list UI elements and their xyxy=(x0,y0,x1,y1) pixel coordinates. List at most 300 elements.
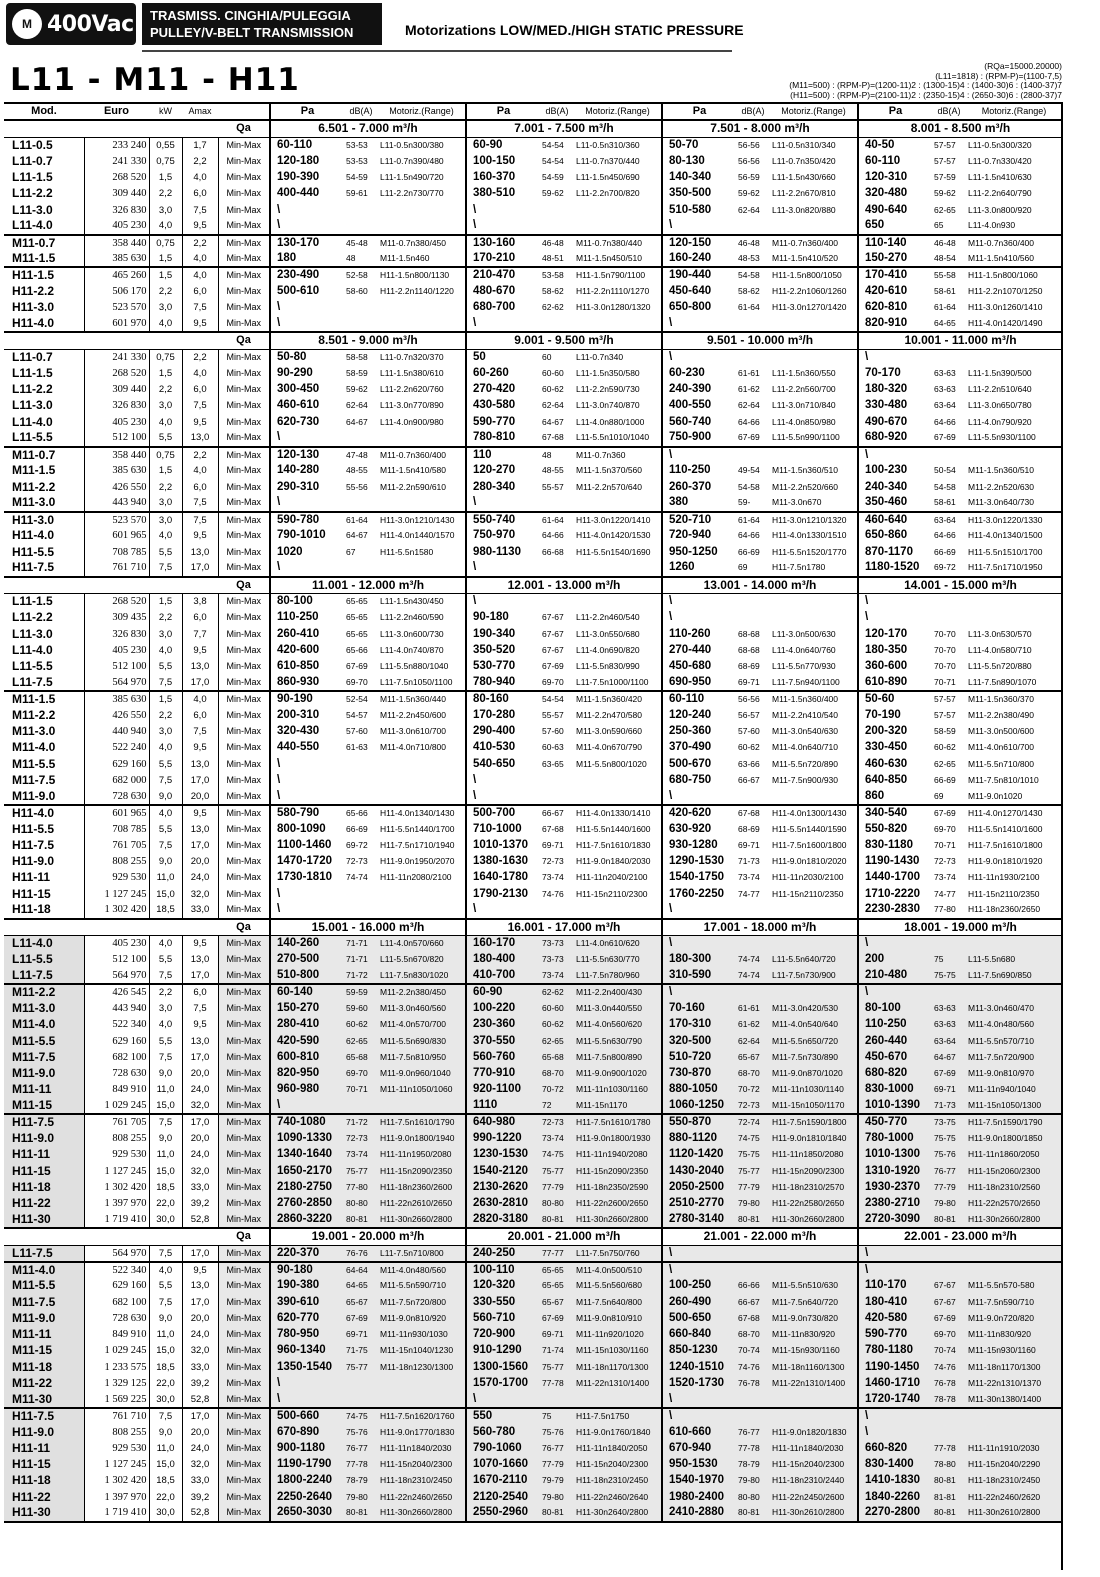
noise-level: 66-69 xyxy=(934,774,956,785)
motorization-range: L11-5.5n640/720 xyxy=(770,952,858,968)
motorization-range: M11-7.5n730/890 xyxy=(770,1049,858,1065)
pressure-range: 920-1100 xyxy=(466,1082,540,1098)
pressure-range: 100-150 xyxy=(466,153,540,169)
price-euro: 443 940 xyxy=(84,1001,149,1017)
power-kw: 5,5 xyxy=(149,756,182,772)
motorization-range: M11-0.7n380/450 xyxy=(378,235,466,251)
page-title: L11 - M11 - H11 xyxy=(10,62,300,98)
price-euro: 761 710 xyxy=(84,560,149,576)
max-current: 20,0 xyxy=(182,1310,218,1326)
pressure-range: 450-640 xyxy=(662,283,736,299)
price-euro: 1 302 420 xyxy=(84,902,149,918)
pressure-range: 1720-1740 xyxy=(858,1392,932,1408)
pressure-range: 610-890 xyxy=(858,675,932,691)
motorization-range: L11-7.5n710/800 xyxy=(378,1245,466,1262)
motorization-range: M11-4.0n480/560 xyxy=(378,1262,466,1278)
min-max-label: Min-Max xyxy=(218,659,270,675)
noise-level: 63-63 xyxy=(934,384,956,395)
noise-level: 80-81 xyxy=(540,1505,574,1521)
pressure-range: 100-110 xyxy=(466,1262,540,1278)
max-current: 13,0 xyxy=(182,430,218,446)
power-kw: 9,0 xyxy=(149,1424,182,1440)
airflow-range: 18.001 - 19.000 m³/h xyxy=(858,919,1062,936)
model-name: H11-4.0 xyxy=(4,528,84,544)
motorization-range: H11-11n1840/2030 xyxy=(378,1440,466,1456)
motorization-range: H11-5.5n1520/1770 xyxy=(772,546,847,557)
pressure-range: \ xyxy=(270,316,344,332)
pressure-range: \ xyxy=(466,1392,540,1408)
motorization-range: L11-2.2n730/770 xyxy=(380,188,444,199)
noise-level: 57-60 xyxy=(346,726,368,737)
model-name: M11-7.5 xyxy=(4,1294,84,1310)
pressure-range: 340-540 xyxy=(858,805,932,821)
min-max-label: Min-Max xyxy=(218,1033,270,1049)
blank-cell xyxy=(84,120,149,137)
table-row xyxy=(4,300,1062,316)
min-max-label: Min-Max xyxy=(218,186,270,202)
price-euro: 268 520 xyxy=(84,170,149,186)
max-current: 24,0 xyxy=(182,1440,218,1456)
pressure-range: 120-130 xyxy=(270,447,344,463)
pressure-range: 2230-2830 xyxy=(858,902,932,918)
table-row xyxy=(4,936,1062,952)
pressure-range: 120-320 xyxy=(466,1278,540,1294)
motorization-range: L11-5.5n830/990 xyxy=(576,661,640,672)
pressure-range: 640-980 xyxy=(466,1114,540,1130)
motorization-range: H11-15n2040/2300 xyxy=(574,1457,662,1473)
pressure-range: 590-770 xyxy=(858,1327,932,1343)
noise-level: 65-67 xyxy=(344,1294,378,1310)
motorization-range: L11-2.2n640/790 xyxy=(968,188,1032,199)
model-name: M11-15 xyxy=(4,1098,84,1114)
airflow-range: 9.501 - 10.000 m³/h xyxy=(662,332,858,349)
motorization-range xyxy=(574,316,662,332)
noise-level xyxy=(540,495,574,511)
pressure-range: 260-440 xyxy=(858,1033,932,1049)
power-kw: 4,0 xyxy=(149,1017,182,1033)
pressure-range: 780-940 xyxy=(466,675,540,691)
min-max-label: Min-Max xyxy=(218,1375,270,1391)
pressure-range: \ xyxy=(662,610,736,626)
noise-level: 55-57 xyxy=(542,709,564,720)
model-name: H11-9.0 xyxy=(4,854,84,870)
blank-cell xyxy=(149,1228,182,1245)
model-name: L11-4.0 xyxy=(4,642,84,658)
model-name: H11-30 xyxy=(4,1212,84,1228)
pressure-range: 850-1230 xyxy=(662,1343,736,1359)
motorization-range: M11-1.5n410/560 xyxy=(968,252,1035,263)
motorization-range: M11-22n1310/1370 xyxy=(966,1375,1062,1391)
motorization-range: H11-22n2600/2650 xyxy=(574,1196,662,1212)
table-row xyxy=(4,316,1062,332)
max-current: 9,5 xyxy=(182,1262,218,1278)
pressure-range: 90-290 xyxy=(270,365,344,381)
noise-level: 76-78 xyxy=(932,1375,966,1391)
flow-range-header-row xyxy=(4,1228,1062,1245)
motorization-range: H11-11n1850/2080 xyxy=(770,1147,858,1163)
motorization-range: M11-4.0n480/560 xyxy=(966,1017,1062,1033)
pressure-range: \ xyxy=(858,1262,932,1278)
motorization-range: H11-15n2090/2300 xyxy=(770,1163,858,1179)
price-euro: 1 302 420 xyxy=(84,1473,149,1489)
max-current: 39,2 xyxy=(182,1489,218,1505)
noise-level: 63-65 xyxy=(542,758,564,769)
pressure-range: 170-280 xyxy=(466,707,540,723)
noise-level: 66-66 xyxy=(736,1278,770,1294)
min-max-label: Min-Max xyxy=(218,479,270,495)
motorization-range: L11-4.0n930 xyxy=(968,220,1016,231)
model-name: H11-9.0 xyxy=(4,1131,84,1147)
model-name: L11-3.0 xyxy=(4,202,84,218)
noise-level xyxy=(932,610,966,626)
pressure-range: 50-70 xyxy=(662,137,736,153)
motorization-range: M11-9.0n810/910 xyxy=(574,1310,662,1326)
col-mod: Mod. xyxy=(4,103,84,120)
model-name: L11-3.0 xyxy=(4,626,84,642)
power-kw: 1,5 xyxy=(149,463,182,479)
pressure-range: 330-450 xyxy=(858,740,932,756)
motorization-range xyxy=(378,902,466,918)
pressure-range: 1710-2220 xyxy=(858,886,932,902)
min-max-label: Min-Max xyxy=(218,1473,270,1489)
motorization-range xyxy=(770,349,858,365)
power-kw: 4,0 xyxy=(149,528,182,544)
noise-level: 70-71 xyxy=(934,676,956,687)
motorization-range: L11-7.5n940/1100 xyxy=(772,676,840,687)
motorization-range: L11-3.0n600/730 xyxy=(380,628,444,639)
motorization-range: M11-4.0n670/790 xyxy=(576,742,643,753)
power-kw: 22,0 xyxy=(149,1489,182,1505)
noise-level: 73-74 xyxy=(738,872,760,883)
power-kw: 3,0 xyxy=(149,398,182,414)
max-current: 39,2 xyxy=(182,1375,218,1391)
pressure-range: 820-910 xyxy=(858,316,932,332)
pressure-range: 450-770 xyxy=(858,1114,932,1130)
min-max-label: Min-Max xyxy=(218,789,270,805)
noise-level: 52-54 xyxy=(344,691,378,707)
noise-level: 62-65 xyxy=(934,758,956,769)
motorization-range: H11-15n2110/2350 xyxy=(772,888,844,899)
pressure-range: 190-440 xyxy=(662,267,736,283)
noise-level: 53-53 xyxy=(346,139,368,150)
noise-level: 80-81 xyxy=(736,1212,770,1228)
noise-level: 79-80 xyxy=(736,1473,770,1489)
max-current: 20,0 xyxy=(182,789,218,805)
noise-level: 77-80 xyxy=(934,904,956,915)
pressure-range: 80-100 xyxy=(270,594,344,610)
model-name: L11-4.0 xyxy=(4,414,84,430)
noise-level: 67-68 xyxy=(736,1310,770,1326)
pressure-range: \ xyxy=(662,936,736,952)
min-max-label: Min-Max xyxy=(218,267,270,283)
price-euro: 512 100 xyxy=(84,952,149,968)
motorization-range: H11-18n2310/2450 xyxy=(574,1473,662,1489)
price-euro: 268 520 xyxy=(84,594,149,610)
noise-level: 63-64 xyxy=(934,400,956,411)
power-kw: 1,5 xyxy=(149,365,182,381)
pressure-range: 580-790 xyxy=(270,805,344,821)
model-name: M11-0.7 xyxy=(4,447,84,463)
pressure-range: 240-340 xyxy=(858,479,932,495)
power-kw: 15,0 xyxy=(149,1343,182,1359)
pressure-range: 70-160 xyxy=(662,1001,736,1017)
table-row xyxy=(4,560,1062,576)
pressure-range: 330-550 xyxy=(466,1294,540,1310)
col-motoriz: Motoriz.(Range) xyxy=(378,103,466,120)
table-row xyxy=(4,1147,1062,1163)
motorization-range: L11-7.5n890/1070 xyxy=(968,676,1037,687)
pressure-range: 1980-2400 xyxy=(662,1489,736,1505)
motorization-range: M11-7.5n640/720 xyxy=(770,1294,858,1310)
pressure-range: 350-500 xyxy=(662,186,736,202)
pressure-range: 300-450 xyxy=(270,382,344,398)
noise-level: 68-68 xyxy=(738,628,760,639)
noise-level: 67-69 xyxy=(540,1310,574,1326)
motorization-range: M11-3.0n590/660 xyxy=(576,726,643,737)
motorization-range: L11-7.5n1000/1100 xyxy=(576,676,649,687)
pressure-range: 690-950 xyxy=(662,675,736,691)
note-line: (RQa=15000.20000) xyxy=(984,61,1062,71)
model-name: L11-4.0 xyxy=(4,936,84,952)
pressure-range: 290-310 xyxy=(270,479,344,495)
pressure-range: \ xyxy=(270,560,344,576)
pressure-range: 510-580 xyxy=(662,202,736,218)
pressure-range: 1120-1420 xyxy=(662,1147,736,1163)
noise-level: 79-79 xyxy=(540,1473,574,1489)
table-row xyxy=(4,1098,1062,1114)
col-motoriz: Motoriz.(Range) xyxy=(574,103,662,120)
power-kw: 9,0 xyxy=(149,789,182,805)
pressure-range: 380 xyxy=(662,495,736,511)
table-row xyxy=(4,349,1062,365)
price-euro: 309 440 xyxy=(84,382,149,398)
noise-level: 75-76 xyxy=(344,1424,378,1440)
motorization-range: M11-0.7n380/440 xyxy=(574,235,662,251)
motorization-range: L11-4.0n790/920 xyxy=(968,416,1032,427)
min-max-label: Min-Max xyxy=(218,463,270,479)
noise-level: 59-62 xyxy=(346,384,368,395)
pressure-range: 670-890 xyxy=(270,1424,344,1440)
noise-level: 71-72 xyxy=(344,968,378,984)
pressure-range: 1010-1370 xyxy=(466,837,540,853)
model-name: L11-1.5 xyxy=(4,594,84,610)
model-name: M11-9.0 xyxy=(4,1066,84,1082)
price-euro: 326 830 xyxy=(84,202,149,218)
airflow-range: 16.001 - 17.000 m³/h xyxy=(466,919,662,936)
pressure-range: 710-1000 xyxy=(466,821,540,837)
noise-level xyxy=(344,430,378,446)
noise-level: 80-81 xyxy=(932,1505,966,1521)
motorization-range: L11-3.0n820/880 xyxy=(772,204,836,215)
motorization-range: L11-0.7n350/420 xyxy=(772,155,836,166)
motorization-range: H11-7.5n1600/1800 xyxy=(772,839,847,850)
pressure-range: 170-310 xyxy=(662,1017,736,1033)
pressure-range: 490-670 xyxy=(858,414,932,430)
motorization-range: M11-7.5n800/890 xyxy=(574,1049,662,1065)
pressure-range: 120-270 xyxy=(466,463,540,479)
noise-level xyxy=(540,218,574,234)
max-current: 6,0 xyxy=(182,984,218,1000)
noise-level: 79-80 xyxy=(540,1489,574,1505)
motorization-range: H11-22n2580/2650 xyxy=(770,1196,858,1212)
noise-level xyxy=(540,202,574,218)
min-max-label: Min-Max xyxy=(218,1327,270,1343)
noise-level: 71-71 xyxy=(344,936,378,952)
min-max-label: Min-Max xyxy=(218,1066,270,1082)
max-current: 17,0 xyxy=(182,1114,218,1130)
pressure-range: 910-1290 xyxy=(466,1343,540,1359)
table-row xyxy=(4,1163,1062,1179)
motorization-range: L11-3.0n770/890 xyxy=(380,400,444,411)
power-kw: 11,0 xyxy=(149,1082,182,1098)
noise-level: 55-56 xyxy=(346,481,368,492)
pressure-range: 190-390 xyxy=(270,170,344,186)
pressure-range: 610-660 xyxy=(662,1424,736,1440)
motorization-range: H11-30n2660/2800 xyxy=(378,1212,466,1228)
noise-level: 75-77 xyxy=(344,1359,378,1375)
pressure-range: 170-410 xyxy=(858,267,932,283)
motorization-range: H11-3.0n1220/1410 xyxy=(574,512,662,528)
noise-level: 67-69 xyxy=(932,1066,966,1082)
price-euro: 1 127 245 xyxy=(84,1457,149,1473)
title-bar xyxy=(0,60,1100,102)
power-kw: 4,0 xyxy=(149,642,182,658)
table-row xyxy=(4,137,1062,153)
power-kw: 15,0 xyxy=(149,1098,182,1114)
pressure-range: \ xyxy=(662,218,736,234)
table-row xyxy=(4,186,1062,202)
power-kw: 1,5 xyxy=(149,691,182,707)
motorization-range: L11-4.0n740/870 xyxy=(380,644,444,655)
blank-cell xyxy=(149,577,182,594)
motorization-range xyxy=(574,902,662,918)
pressure-range: \ xyxy=(858,984,932,1000)
table-row xyxy=(4,1066,1062,1082)
price-euro: 682 100 xyxy=(84,1049,149,1065)
noise-level: 65-65 xyxy=(540,1278,574,1294)
motorization-range: H11-15n2060/2300 xyxy=(966,1163,1062,1179)
noise-level: 71-73 xyxy=(932,1098,966,1114)
pressure-range: 620-810 xyxy=(858,300,932,316)
pressure-range: 1010-1300 xyxy=(858,1147,932,1163)
model-name: M11-5.5 xyxy=(4,1033,84,1049)
pressure-range: 1100-1460 xyxy=(270,837,344,853)
noise-level xyxy=(344,1098,378,1114)
motorization-range: M11-7.5n810/1010 xyxy=(968,774,1039,785)
noise-level: 61-61 xyxy=(736,1001,770,1017)
motorization-range: M11-2.2n470/580 xyxy=(576,709,643,720)
table-border xyxy=(1061,102,1063,1570)
noise-level: 72-73 xyxy=(344,1131,378,1147)
motorization-range: H11-5.5n1440/1600 xyxy=(576,823,651,834)
motorization-range: H11-4.0n1420/1490 xyxy=(968,317,1043,328)
motorization-range: M11-18n1170/1300 xyxy=(574,1359,662,1375)
table-row xyxy=(4,1327,1062,1343)
price-euro: 465 260 xyxy=(84,267,149,283)
price-euro: 358 440 xyxy=(84,447,149,463)
motorization-range: H11-22n2460/2640 xyxy=(574,1489,662,1505)
motorization-range xyxy=(770,610,858,626)
pressure-range: 460-610 xyxy=(270,398,344,414)
motorization-range: M11-18n1230/1300 xyxy=(378,1359,466,1375)
noise-level xyxy=(540,789,574,805)
noise-level: 80-81 xyxy=(736,1505,770,1521)
pressure-range: 1180-1520 xyxy=(858,560,932,576)
price-euro: 522 240 xyxy=(84,740,149,756)
power-kw: 3,0 xyxy=(149,1001,182,1017)
pressure-range: 1190-1430 xyxy=(858,854,932,870)
noise-level: 73-75 xyxy=(932,1114,966,1130)
noise-level: 62-62 xyxy=(540,984,574,1000)
motorization-range: L11-7.5n730/900 xyxy=(770,968,858,984)
motorization-range: H11-30n2660/2800 xyxy=(574,1212,662,1228)
noise-level: 77-77 xyxy=(540,1245,574,1262)
min-max-label: Min-Max xyxy=(218,1359,270,1375)
max-current: 9,5 xyxy=(182,805,218,821)
min-max-label: Min-Max xyxy=(218,594,270,610)
pressure-range: 290-400 xyxy=(466,724,540,740)
noise-level: 75 xyxy=(932,952,966,968)
noise-level: 70-71 xyxy=(934,839,956,850)
motorization-range xyxy=(378,772,466,788)
pressure-range: 780-950 xyxy=(270,1327,344,1343)
noise-level: 52-58 xyxy=(344,267,378,283)
noise-level: 59-59 xyxy=(344,984,378,1000)
pressure-range: 420-590 xyxy=(270,1033,344,1049)
col-db: dB(A) xyxy=(344,103,378,120)
motorization-range: M11-4.0n570/700 xyxy=(378,1017,466,1033)
min-max-label: Min-Max xyxy=(218,544,270,560)
noise-level: 59-61 xyxy=(346,188,368,199)
price-euro: 761 705 xyxy=(84,837,149,853)
motorization-range: L11-2.2n510/640 xyxy=(968,384,1032,395)
pressure-range: 1350-1540 xyxy=(270,1359,344,1375)
blank-cell xyxy=(84,332,149,349)
motorization-range: L11-0.5n310/360 xyxy=(576,139,640,150)
min-max-label: Min-Max xyxy=(218,886,270,902)
motorization-range: L11-3.0n710/840 xyxy=(772,400,836,411)
noise-level: 59-62 xyxy=(542,188,564,199)
motorization-range xyxy=(574,772,662,788)
max-current: 6,0 xyxy=(182,283,218,299)
motorization-range: H11-22n2610/2650 xyxy=(378,1196,466,1212)
power-kw: 2,2 xyxy=(149,186,182,202)
price-euro: 268 520 xyxy=(84,365,149,381)
motorization-range: M11-11n930/1030 xyxy=(378,1327,466,1343)
model-name: M11-3.0 xyxy=(4,724,84,740)
noise-level: 73-74 xyxy=(934,872,956,883)
motorization-range: M11-9.0n810/970 xyxy=(966,1066,1062,1082)
motorization-range: H11-2.2n1110/1270 xyxy=(576,285,650,296)
pressure-range: 1460-1710 xyxy=(858,1375,932,1391)
max-current: 32,0 xyxy=(182,1098,218,1114)
noise-level: 79-80 xyxy=(736,1196,770,1212)
noise-level: 61-63 xyxy=(346,742,368,753)
rpm-notes xyxy=(789,62,1062,100)
price-euro: 522 340 xyxy=(84,1262,149,1278)
pressure-range: 90-190 xyxy=(270,691,344,707)
max-current: 9,5 xyxy=(182,740,218,756)
pressure-range: 650-800 xyxy=(662,300,736,316)
airflow-range: 8.501 - 9.000 m³/h xyxy=(270,332,466,349)
motorization-range: M11-1.5n360/420 xyxy=(574,691,662,707)
noise-level: 73-73 xyxy=(540,936,574,952)
model-name: H11-5.5 xyxy=(4,544,84,560)
motorization-range: M11-2.2n590/610 xyxy=(380,481,447,492)
motorization-range: H11-18n2360/2600 xyxy=(378,1179,466,1195)
blank-cell xyxy=(4,120,84,137)
noise-level: 57-57 xyxy=(934,139,956,150)
